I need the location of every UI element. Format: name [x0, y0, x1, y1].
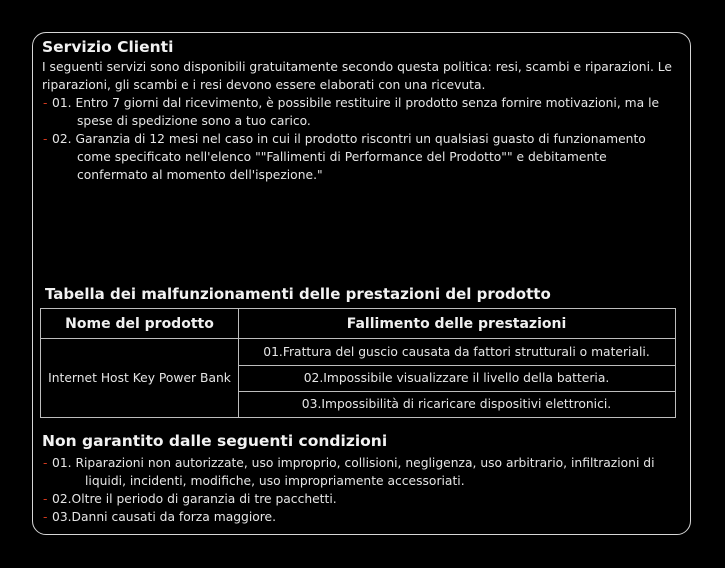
table-cell-failure-2: 02.Impossibile visualizzare il livello della batteria. — [303, 371, 610, 385]
service-intro-line-2: riparazioni, gli scambi e i resi devono essere elaborati con una ricevuta. — [42, 78, 486, 92]
service-item-2-line-2: come specificato nell'elenco ""Fallimenti di Performance del Prodotto"" e debitamente — [77, 150, 607, 164]
exclusion-item-3: 03.Danni causati da forza maggiore. — [52, 510, 277, 524]
exclusion-item-1-line-2: liquidi, incidenti, modifiche, uso impropriamente accessoriati. — [85, 474, 465, 488]
service-item-1-line-2: spese di spedizione sono a tuo carico. — [77, 114, 311, 128]
service-item-2-line-1: 02. Garanzia di 12 mesi nel caso in cui il prodotto riscontri un qualsiasi guasto di funzionamento — [52, 132, 646, 146]
list-bullet: - — [43, 96, 48, 110]
table-title: Tabella dei malfunzionamenti delle prestazioni del prodotto — [45, 285, 551, 303]
service-intro-line-1: I seguenti servizi sono disponibili gratuitamente secondo questa politica: resi, scambi e riparazioni. Le — [42, 60, 672, 74]
list-bullet: - — [43, 492, 48, 506]
service-title: Servizio Clienti — [42, 38, 174, 56]
exclusions-title: Non garantito dalle seguenti condizioni — [42, 432, 388, 450]
service-item-1-line-1: 01. Entro 7 giorni dal ricevimento, è possibile restituire il prodotto senza fornire motivazioni, ma le — [52, 96, 660, 110]
list-bullet: - — [43, 456, 48, 470]
table-cell-failure-1: 01.Frattura del guscio causata da fattori strutturali o materiali. — [263, 345, 650, 359]
exclusion-item-2: 02.Oltre il periodo di garanzia di tre pacchetti. — [52, 492, 337, 506]
service-item-2-line-3: confermato al momento dell'ispezione." — [77, 168, 323, 182]
table-cell-product: Internet Host Key Power Bank — [48, 371, 231, 385]
list-bullet: - — [43, 132, 48, 146]
list-bullet: - — [43, 510, 48, 524]
exclusion-item-1-line-1: 01. Riparazioni non autorizzate, uso improprio, collisioni, negligenza, uso arbitrario, infiltrazioni di — [52, 456, 655, 470]
table-header-failure: Fallimento delle prestazioni — [238, 309, 675, 339]
table-header-product: Nome del prodotto — [41, 309, 238, 339]
table-cell-failure-3: 03.Impossibilità di ricaricare dispositivi elettronici. — [301, 397, 612, 411]
malfunction-table — [40, 308, 676, 418]
